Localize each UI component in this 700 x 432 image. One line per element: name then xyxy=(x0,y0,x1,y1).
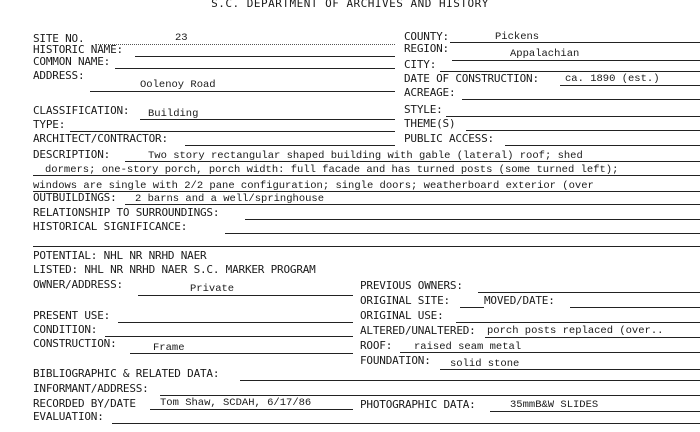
roof-value: raised seam metal xyxy=(414,341,522,353)
foundation-label: FOUNDATION: xyxy=(360,354,431,367)
site-no-label: SITE NO. xyxy=(33,32,85,45)
county-label: COUNTY: xyxy=(404,30,449,43)
common-name-label: COMMON NAME: xyxy=(33,55,111,68)
address-value: Oolenoy Road xyxy=(140,79,216,91)
owner-address-label: OWNER/ADDRESS: xyxy=(33,278,123,291)
region-value: Appalachian xyxy=(510,48,580,60)
style-label: STYLE: xyxy=(404,103,443,116)
public-access-label: PUBLIC ACCESS: xyxy=(404,132,494,145)
form-header: S.C. DEPARTMENT OF ARCHIVES AND HISTORY xyxy=(211,0,489,10)
region-label: REGION: xyxy=(404,42,449,55)
classification-value: Building xyxy=(148,108,199,120)
altered-value: porch posts replaced (over.. xyxy=(487,325,664,337)
type-label: TYPE: xyxy=(33,118,66,131)
relationship-label: RELATIONSHIP TO SURROUNDINGS: xyxy=(33,206,220,219)
county-value: Pickens xyxy=(495,31,540,43)
description-label: DESCRIPTION: xyxy=(33,148,111,161)
date-construction-label: DATE OF CONSTRUCTION: xyxy=(404,72,539,85)
roof-label: ROOF: xyxy=(360,339,393,352)
condition-label: CONDITION: xyxy=(33,323,98,336)
outbuildings-value: 2 barns and a well/springhouse xyxy=(135,193,325,205)
altered-label: ALTERED/UNALTERED: xyxy=(360,324,476,337)
owner-address-value: Private xyxy=(190,283,235,295)
description-line-3: windows are single with 2/2 pane configuration; single doors; weatherboard exterior (over xyxy=(33,180,594,192)
previous-owners-label: PREVIOUS OWNERS: xyxy=(360,279,463,292)
moved-date-label: MOVED/DATE: xyxy=(484,294,555,307)
recorded-by-label: RECORDED BY/DATE xyxy=(33,397,136,410)
potential-label: POTENTIAL: NHL NR NRHD NAER xyxy=(33,249,207,262)
description-line-1: Two story rectangular shaped building with gable (lateral) roof; shed xyxy=(148,150,583,162)
outbuildings-label: OUTBUILDINGS: xyxy=(33,191,117,204)
original-use-label: ORIGINAL USE: xyxy=(360,309,444,322)
foundation-value: solid stone xyxy=(450,358,520,370)
photographic-data-value: 35mmB&W SLIDES xyxy=(510,399,599,411)
photographic-data-label: PHOTOGRAPHIC DATA: xyxy=(360,398,476,411)
original-site-label: ORIGINAL SITE: xyxy=(360,294,450,307)
historic-name-label: HISTORIC NAME: xyxy=(33,43,123,56)
recorded-by-value: Tom Shaw, SCDAH, 6/17/86 xyxy=(160,397,312,409)
city-label: CITY: xyxy=(404,58,437,71)
bibliographic-label: BIBLIOGRAPHIC & RELATED DATA: xyxy=(33,367,220,380)
listed-label: LISTED: NHL NR NRHD NAER S.C. MARKER PROGRAM xyxy=(33,263,316,276)
evaluation-label: EVALUATION: xyxy=(33,410,104,423)
architect-label: ARCHITECT/CONTRACTOR: xyxy=(33,132,168,145)
informant-label: INFORMANT/ADDRESS: xyxy=(33,382,149,395)
site-no-value: 23 xyxy=(175,32,188,44)
date-construction-value: ca. 1890 (est.) xyxy=(565,73,660,85)
construction-label: CONSTRUCTION: xyxy=(33,337,117,350)
acreage-label: ACREAGE: xyxy=(404,86,456,99)
description-line-2: dormers; one-story porch, porch width: full facade and has turned posts (some turned left); xyxy=(45,164,619,176)
present-use-label: PRESENT USE: xyxy=(33,309,111,322)
address-label: ADDRESS: xyxy=(33,69,85,82)
historical-significance-label: HISTORICAL SIGNIFICANCE: xyxy=(33,220,188,233)
construction-value: Frame xyxy=(153,342,185,354)
classification-label: CLASSIFICATION: xyxy=(33,104,130,117)
theme-label: THEME(S) xyxy=(404,117,456,130)
